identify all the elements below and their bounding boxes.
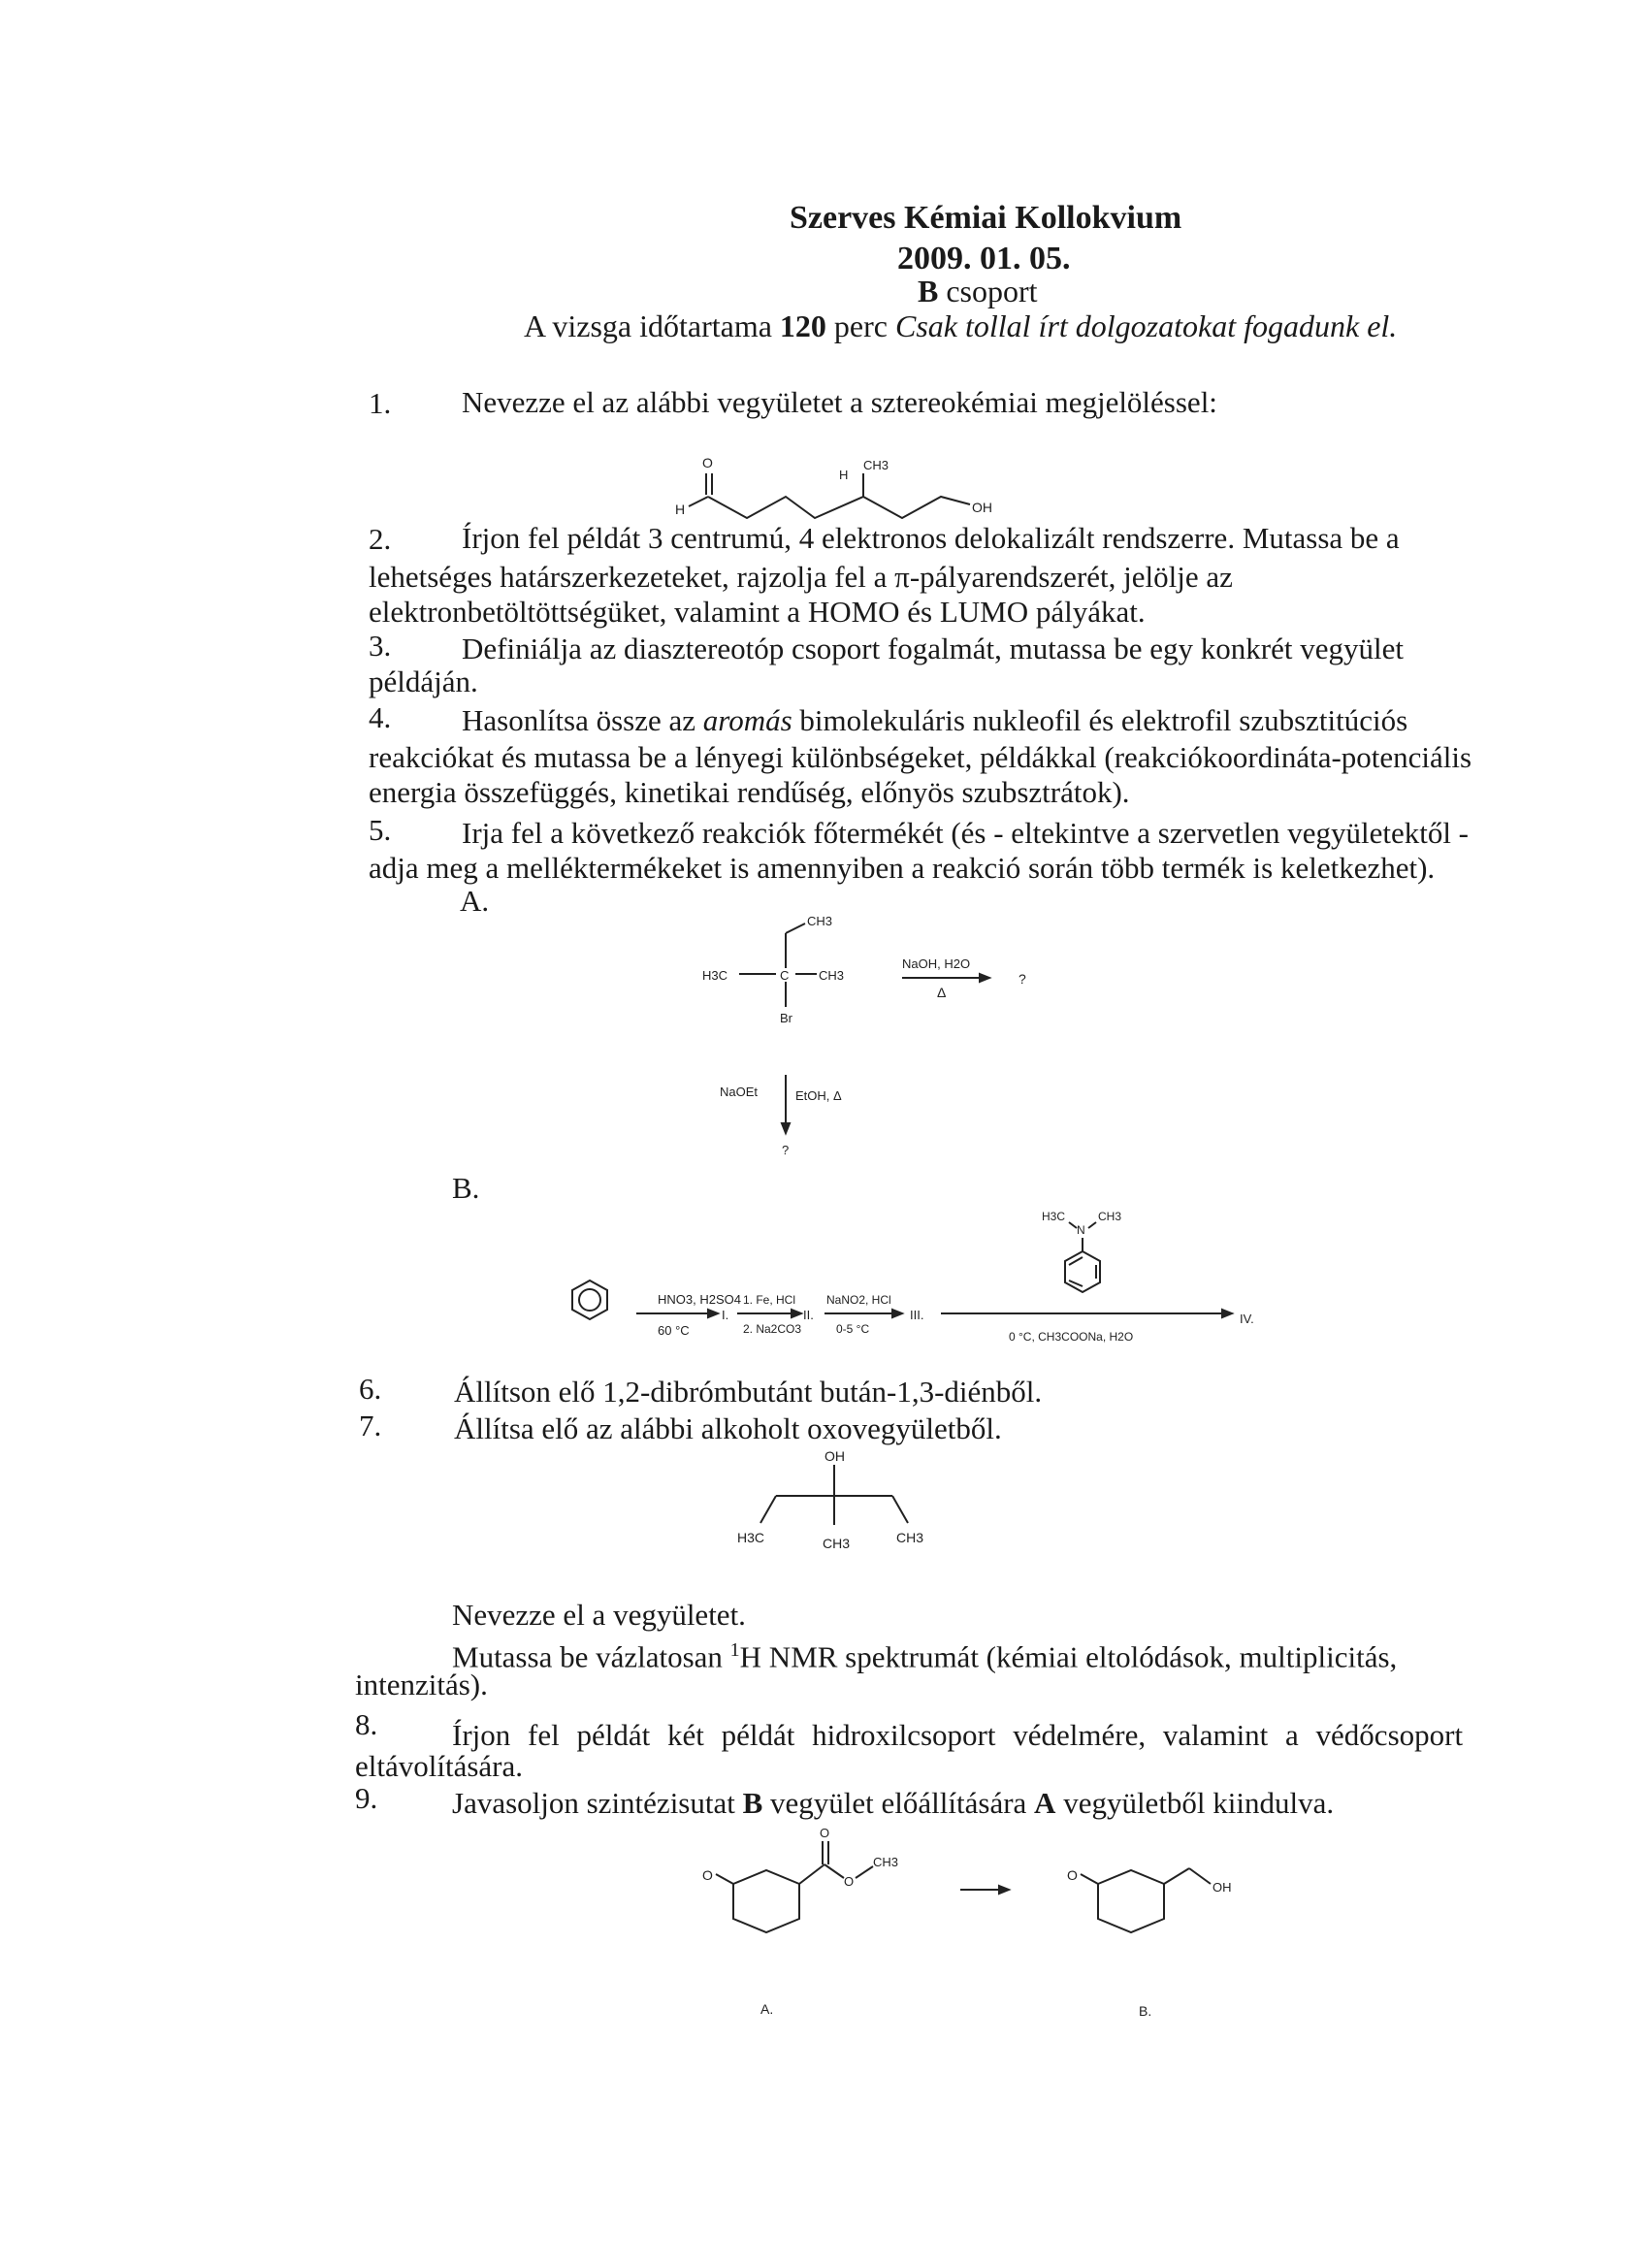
s1-o: O <box>702 455 713 470</box>
duration-italic: Csak tollal írt dolgozatokat fogadunk el. <box>894 308 1398 343</box>
q5-number: 5. <box>369 813 392 847</box>
r1-product: I. <box>722 1308 729 1322</box>
amine-n: N <box>1077 1223 1085 1237</box>
q4-text-b: reakciókat és mutassa be a lényegi különbségeket, példákkal (reakciókoordináta-potenciális <box>369 740 1472 774</box>
q5-text-a: Irja fel a következő reakciók főtermékét (és - eltekintve a szervetlen vegyületektől - <box>462 816 1470 850</box>
s5a-c: C <box>780 968 790 983</box>
r1-top: HNO3, H2SO4 <box>658 1292 741 1307</box>
q9-structures <box>679 1824 1261 2027</box>
q8-text-b: eltávolítására. <box>355 1749 523 1783</box>
q5-label-a: A. <box>460 884 490 918</box>
q2-text-a: Írjon fel példát 3 centrumú, 4 elektronos delokalizált rendszerre. Mutassa be a <box>462 521 1400 555</box>
group-word: csoport <box>938 274 1038 308</box>
bond <box>856 1866 873 1878</box>
s9-oh: OH <box>1212 1880 1232 1895</box>
nmr-sup: 1 <box>729 1639 740 1661</box>
arrowhead <box>708 1310 718 1317</box>
amine-ch3: CH3 <box>1098 1210 1122 1223</box>
duration-post: perc <box>825 308 895 343</box>
s5a-br: Br <box>780 1011 792 1025</box>
q8-number: 8. <box>355 1707 378 1741</box>
q3-text-b: példáján. <box>369 664 478 698</box>
arrowhead <box>980 974 989 982</box>
bond <box>708 497 970 518</box>
q5-text-b: adja meg a melléktermékeket is amennyiben a reakció során több termék is keletkezhet). <box>369 851 1436 885</box>
q4-text-a <box>462 704 1407 737</box>
q2-number: 2. <box>369 522 392 556</box>
s1-h: H <box>675 502 686 517</box>
bond <box>760 1496 776 1523</box>
q9-number: 9. <box>355 1781 378 1815</box>
arrowhead <box>1222 1310 1232 1317</box>
q1-text: Nevezze el az alábbi vegyületet a sztereokémiai megjelöléssel: <box>462 385 1217 419</box>
s9-label-a: A. <box>760 2001 774 2017</box>
r2-top: 1. Fe, HCl <box>743 1293 796 1307</box>
arrowhead <box>999 1886 1009 1894</box>
q5b-structure <box>543 1203 1280 1358</box>
s9-ch3: CH3 <box>873 1855 899 1869</box>
bond <box>1069 1222 1077 1228</box>
q7-nmr <box>452 1634 1397 1673</box>
cyclohexanone-ring-b <box>1098 1870 1164 1932</box>
q9-mid: vegyület előállítására <box>762 1786 1035 1820</box>
q4-text-c: energia összefüggés, kinetikai rendűség, előnyös szubsztrátok). <box>369 775 1130 809</box>
nmr-pre: Mutassa be vázlatosan <box>452 1639 730 1674</box>
bond <box>1164 1868 1189 1884</box>
q4-post: bimolekuláris nukleofil és elektrofil szubsztitúciós <box>792 703 1408 737</box>
r4-bottom: 0 °C, CH3COONa, H2O <box>1009 1330 1134 1344</box>
q4-italic: aromás <box>702 703 792 737</box>
q9-text <box>452 1787 1334 1820</box>
s7-h3c: H3C <box>737 1530 765 1545</box>
s5a-down-right: EtOH, Δ <box>795 1088 842 1103</box>
q7-text: Állítsa elő az alábbi alkoholt oxovegyületből. <box>454 1411 1002 1445</box>
q7-nmr-cont: intenzitás). <box>355 1668 488 1701</box>
s5a-ch3-right: CH3 <box>819 968 845 983</box>
bond <box>1088 1222 1096 1228</box>
bond <box>824 1864 844 1878</box>
q9-pre: Javasoljon szintézisutat <box>452 1786 743 1820</box>
s7-oh: OH <box>824 1448 845 1464</box>
bond <box>1189 1868 1211 1884</box>
q7-number: 7. <box>359 1409 382 1442</box>
q5-label-b: B. <box>452 1171 480 1205</box>
s1-h2: H <box>839 468 849 482</box>
q9-b: B <box>742 1786 763 1820</box>
bond <box>689 497 708 506</box>
q6-text: Állítson elő 1,2-dibrómbutánt bután-1,3-diénből. <box>454 1375 1043 1409</box>
q5a-structure <box>698 912 1048 1164</box>
exam-duration <box>524 308 1397 344</box>
bond <box>786 923 805 933</box>
bond <box>716 1874 733 1884</box>
bond <box>799 1864 824 1884</box>
nmr-post: H NMR spektrumát (kémiai eltolódások, multiplicitás, <box>739 1639 1398 1674</box>
group-letter: B <box>918 274 939 308</box>
duration-pre: A vizsga időtartama <box>524 308 780 343</box>
q7-name-task: Nevezze el a vegyületet. <box>452 1598 746 1632</box>
bond <box>892 1496 908 1523</box>
bond <box>1081 1874 1098 1884</box>
benzene-ring <box>572 1280 607 1319</box>
s5a-h3c: H3C <box>702 968 728 983</box>
s5a-reagent-top: NaOH, H2O <box>902 956 971 971</box>
r2-bottom: 2. Na2CO3 <box>743 1322 802 1336</box>
q2-text-c: elektronbetöltöttségüket, valamint a HOMO és LUMO pályákat. <box>369 595 1146 629</box>
q1-number: 1. <box>369 386 392 420</box>
aromatic-circle <box>579 1289 600 1311</box>
q6-number: 6. <box>359 1372 382 1406</box>
amine-h3c: H3C <box>1042 1210 1066 1223</box>
s5a-down-q: ? <box>782 1143 790 1157</box>
arrowhead <box>892 1310 902 1317</box>
q9-post: vegyületből kiindulva. <box>1055 1786 1335 1820</box>
q4-number: 4. <box>369 700 392 734</box>
s1-oh: OH <box>972 500 992 515</box>
r3-top: NaNO2, HCl <box>826 1293 891 1307</box>
r3-bottom: 0-5 °C <box>836 1322 870 1336</box>
exam-group <box>918 274 1038 309</box>
r4-product: IV. <box>1240 1312 1254 1326</box>
s9-label-b: B. <box>1139 2003 1152 2019</box>
cyclohexanone-ring-a <box>733 1870 799 1932</box>
exam-date: 2009. 01. 05. <box>897 241 1071 276</box>
s7-ch3-right: CH3 <box>896 1530 924 1545</box>
arrowhead <box>782 1123 790 1133</box>
duration-num: 120 <box>779 308 826 343</box>
q9-a: A <box>1034 1786 1056 1820</box>
exam-title: Szerves Kémiai Kollokvium <box>790 200 1182 236</box>
q8-text-a: Írjon fel példát két példát hidroxilcsoport védelmére, valamint a védőcsoport <box>452 1718 1464 1752</box>
q1-structure <box>669 446 1096 524</box>
s5a-product-q: ? <box>1018 971 1026 987</box>
r2-product: II. <box>803 1308 814 1322</box>
q3-number: 3. <box>369 629 392 663</box>
s7-ch3-mid: CH3 <box>823 1536 851 1551</box>
arrowhead <box>792 1310 801 1317</box>
s5a-reagent-bottom: Δ <box>937 985 947 1000</box>
q4-pre: Hasonlítsa össze az <box>462 703 703 737</box>
s9-o-ester: O <box>820 1826 830 1840</box>
s1-ch3: CH3 <box>863 458 889 472</box>
r3-product: III. <box>910 1308 924 1322</box>
r1-bottom: 60 °C <box>658 1323 690 1338</box>
s5a-ch3-top: CH3 <box>807 914 833 928</box>
q2-text-b: lehetséges határszerkezeteket, rajzolja fel a π-pályarendszerét, jelölje az <box>369 560 1233 594</box>
s9-o-ring-b: O <box>1067 1867 1078 1883</box>
q3-text-a: Definiálja az diasztereotóp csoport fogalmát, mutassa be egy konkrét vegyület <box>462 632 1404 665</box>
s9-o-link: O <box>844 1874 855 1889</box>
s9-o-ring-a: O <box>702 1867 713 1883</box>
q7-structure <box>718 1443 951 1560</box>
s5a-down-left: NaOEt <box>720 1085 759 1099</box>
